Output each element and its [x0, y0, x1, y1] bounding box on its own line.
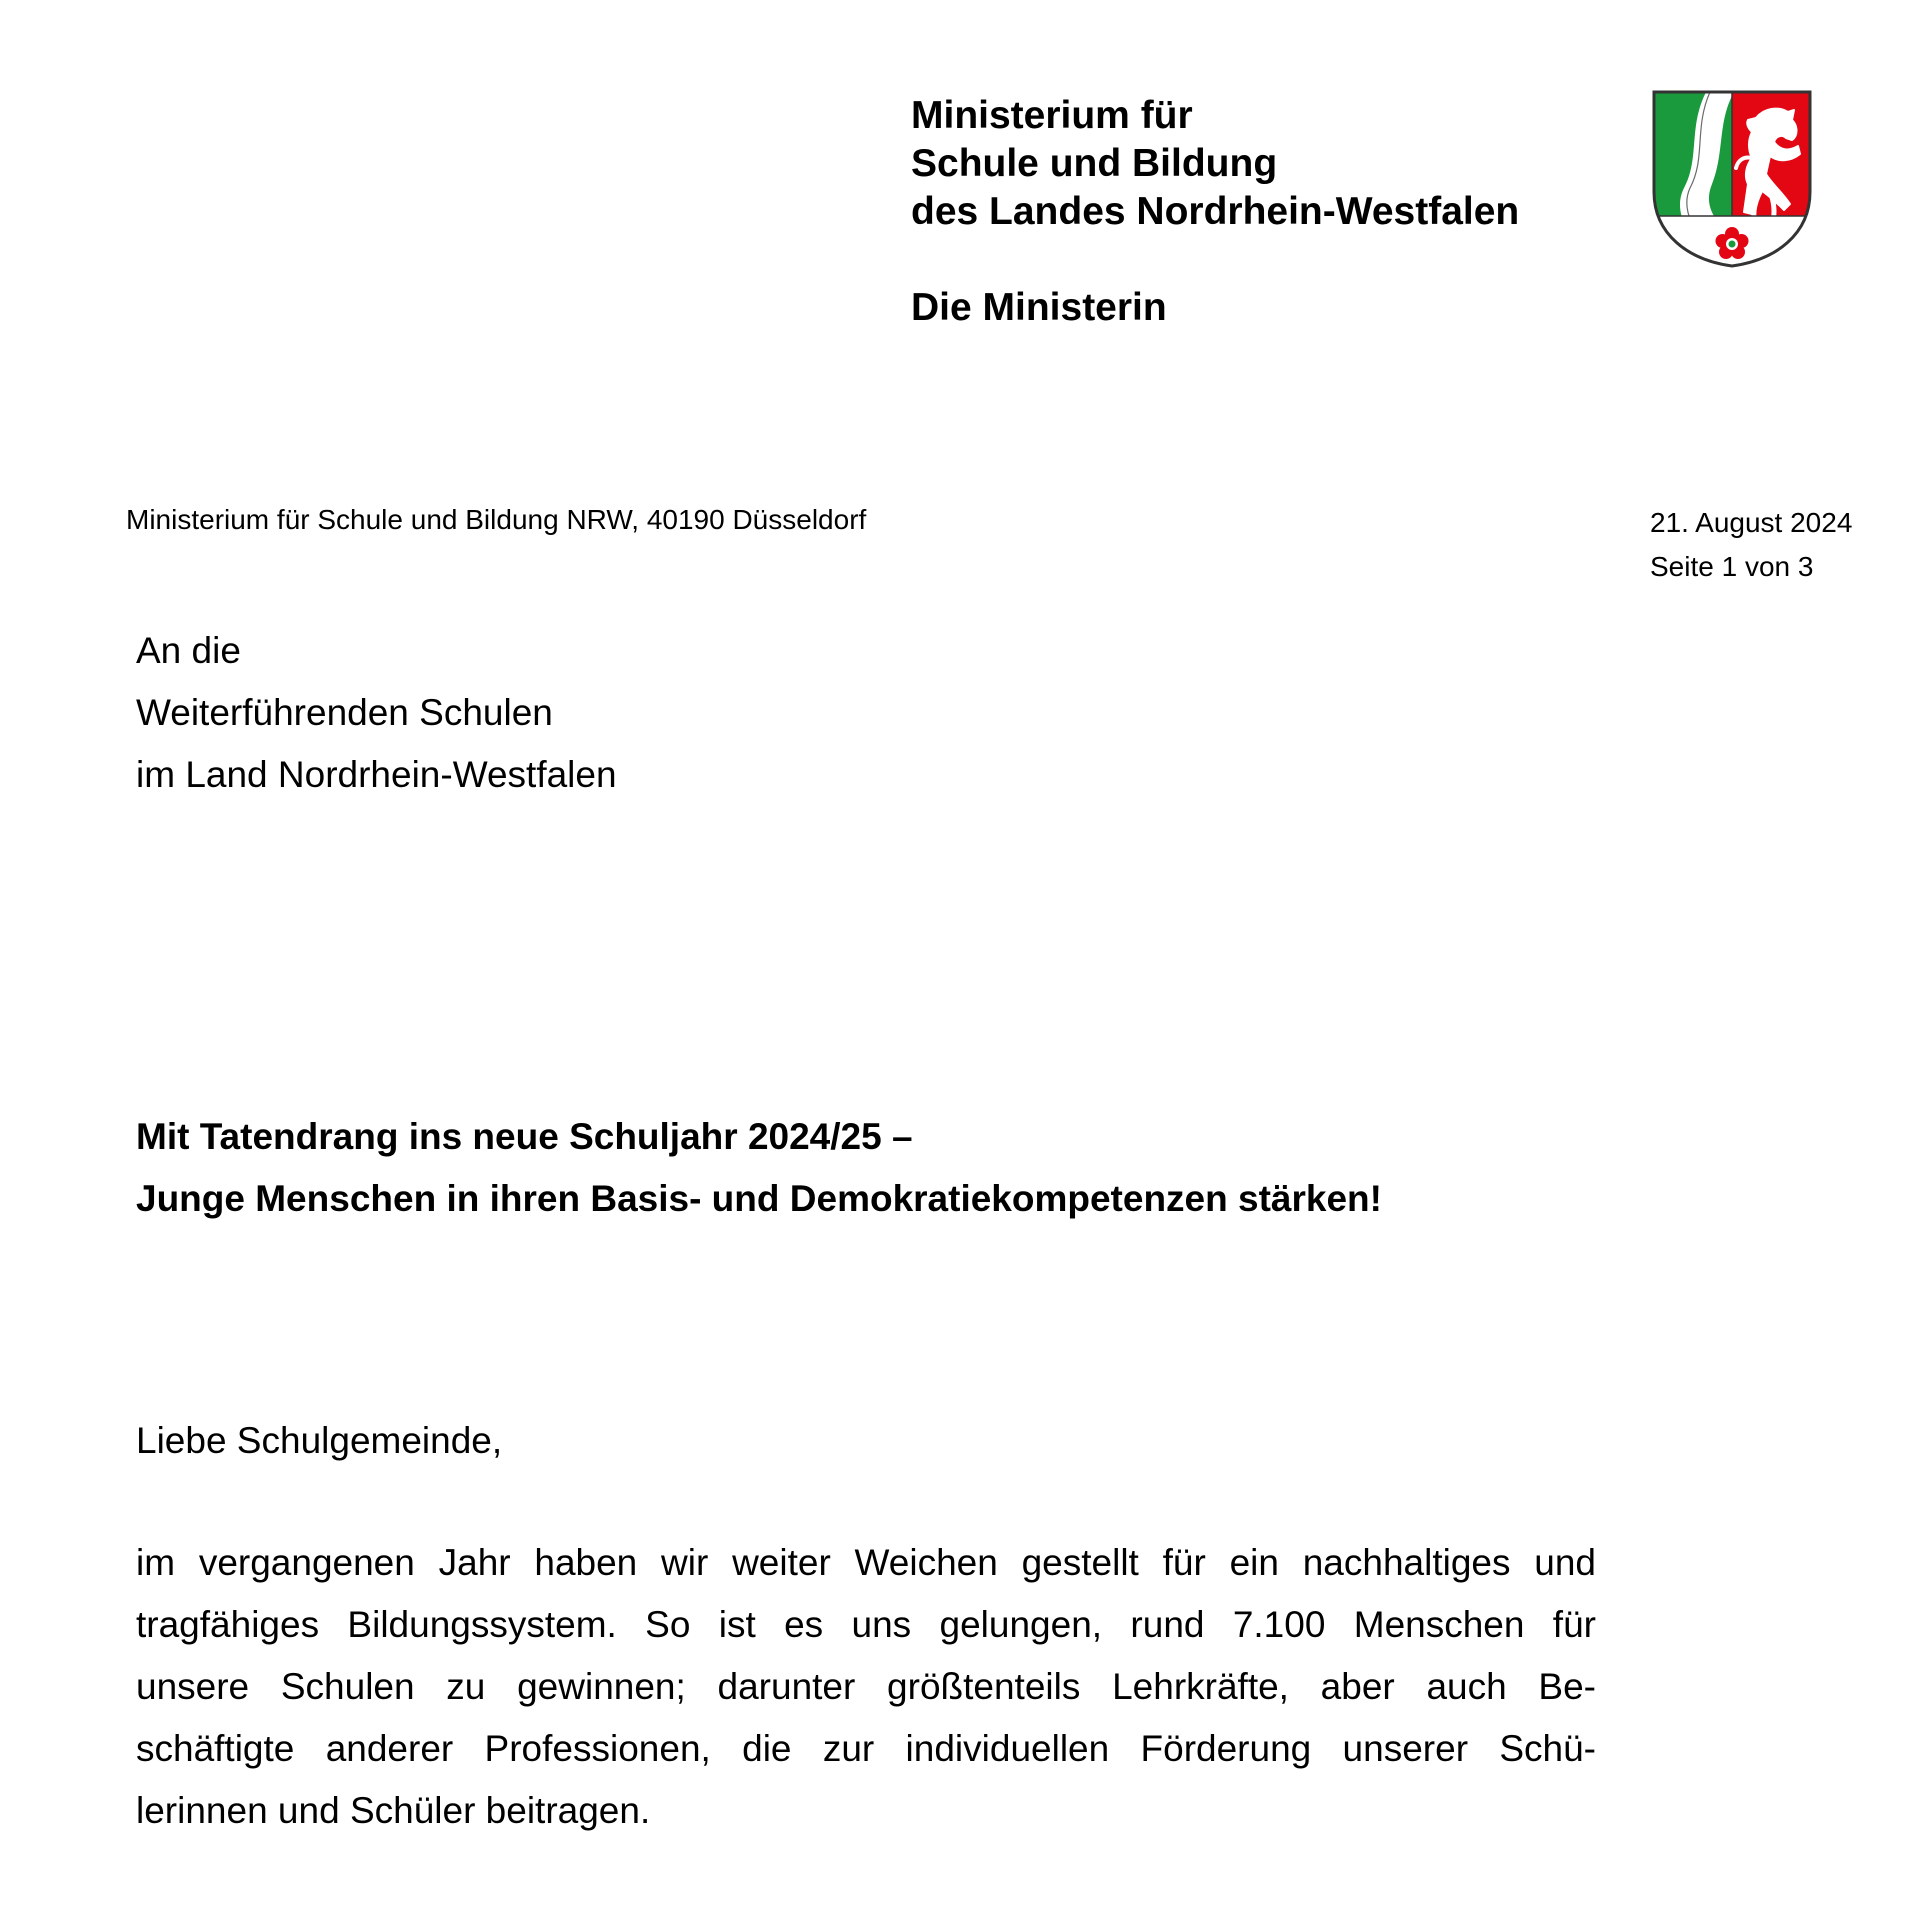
nrw-coat-of-arms-icon [1648, 88, 1816, 270]
sender-role: Die Ministerin [911, 286, 1167, 329]
ministry-name [911, 92, 1519, 236]
recipient-line: An die [136, 630, 241, 671]
ministry-name-line: Ministerium für [911, 94, 1193, 137]
ministry-name-line: Schule und Bildung [911, 142, 1278, 185]
ministry-name-line: des Landes Nordrhein-Westfalen [911, 190, 1520, 233]
paragraph-line: im vergangenen Jahr haben wir weiter Weichen gestellt für ein nachhaltiges und [136, 1542, 1596, 1583]
paragraph-line: schäftigte anderer Professionen, die zur individuellen Förderung unserer Schü- [136, 1728, 1596, 1769]
paragraph-line: tragfähiges Bildungssystem. So ist es uns gelungen, rund 7.100 Menschen für [136, 1604, 1596, 1645]
page-number: Seite 1 von 3 [1650, 551, 1814, 582]
recipient-line: Weiterführenden Schulen [136, 692, 553, 733]
paragraph-line: unsere Schulen zu gewinnen; darunter größtenteils Lehrkräfte, aber auch Be- [136, 1666, 1596, 1707]
recipient-address [136, 620, 617, 806]
body-paragraph [136, 1532, 1596, 1842]
subject-line: Junge Menschen in ihren Basis- und Demokratiekompetenzen stärken! [136, 1178, 1382, 1219]
salutation: Liebe Schulgemeinde, [136, 1420, 503, 1461]
return-address: Ministerium für Schule und Bildung NRW, 40190 Düsseldorf [126, 504, 867, 535]
recipient-line: im Land Nordrhein-Westfalen [136, 754, 617, 795]
date-block [1650, 501, 1852, 589]
letter-date: 21. August 2024 [1650, 507, 1853, 538]
paragraph-line: lerinnen und Schüler beitragen. [136, 1790, 651, 1831]
subject-line: Mit Tatendrang ins neue Schuljahr 2024/25 – [136, 1116, 913, 1157]
letter-subject [136, 1106, 1382, 1230]
